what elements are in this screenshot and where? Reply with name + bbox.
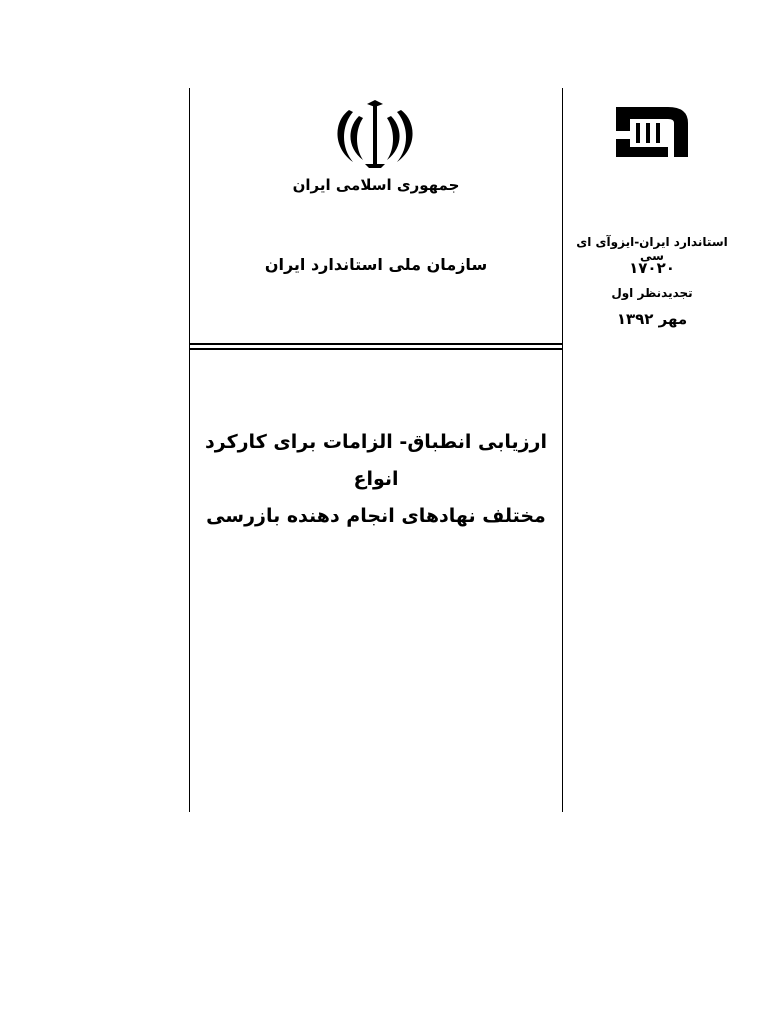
isiri-logo-icon [612, 101, 692, 163]
standard-revision: تجدیدنظر اول [611, 286, 693, 300]
republic-name: جمهوری اسلامی ایران [292, 176, 460, 194]
left-frame-line [189, 88, 190, 812]
document-title [195, 424, 557, 535]
document-title-line-2: مختلف نهادهای انجام دهنده بازرسی [206, 505, 546, 527]
document-title-line-1: ارزیابی انطباق- الزامات برای کارکرد انواع [205, 431, 547, 490]
standard-name: استاندارد ایران-ایزوآی ای سی [576, 235, 728, 263]
standard-date: مهر ۱۳۹۲ [616, 310, 688, 328]
right-frame-line [562, 88, 563, 812]
organization-name: سازمان ملی استاندارد ایران [264, 255, 488, 274]
iran-emblem-icon [331, 98, 419, 170]
standard-number: ۱۷۰۲۰ [629, 259, 675, 277]
header-divider-top [189, 343, 563, 345]
header-divider-bottom [189, 348, 563, 350]
